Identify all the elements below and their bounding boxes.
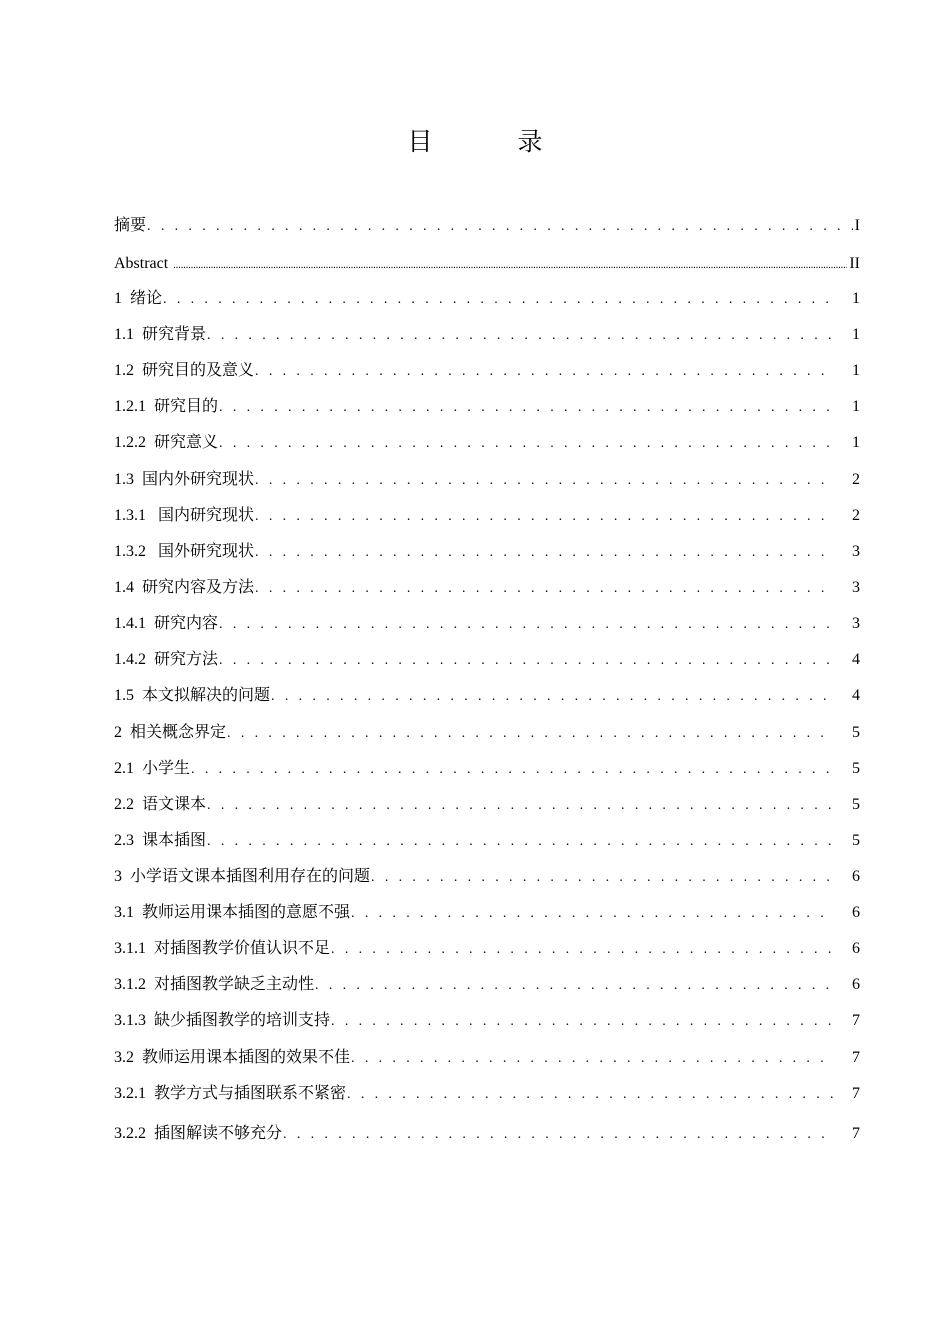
toc-leader-dots <box>219 396 834 420</box>
toc-entry[interactable] <box>114 359 860 383</box>
toc-leader-dots <box>371 866 834 890</box>
toc-entry-title <box>114 937 330 961</box>
toc-leader-dots <box>255 541 834 565</box>
toc-entry-title <box>114 323 206 347</box>
toc-entry-title <box>114 540 254 564</box>
toc-leader-dots <box>207 794 834 818</box>
toc-entry-number: 1.2.1 <box>114 398 146 415</box>
page-title: 目 录 <box>407 127 573 156</box>
toc-page-number: 7 <box>852 1125 860 1142</box>
toc-page-number: 1 <box>852 326 860 343</box>
toc-entry-title <box>114 1122 282 1146</box>
toc-entry-number: 2.2 <box>114 796 134 813</box>
toc-entry-label: 研究目的及意义 <box>142 362 255 379</box>
toc-entry-label: 本文拟解决的问题 <box>142 687 271 704</box>
toc-entry-title <box>114 612 218 636</box>
toc-entry-number: 1.4 <box>114 579 134 596</box>
toc-entry-label: 课本插图 <box>142 832 207 849</box>
toc-entry[interactable] <box>114 1046 860 1070</box>
toc-leader-dots <box>351 1047 834 1071</box>
toc-entry-title <box>114 648 218 672</box>
toc-leader-dots <box>331 1010 834 1034</box>
toc-entry-number: 1.2 <box>114 362 134 379</box>
toc-page-number: 2 <box>852 471 860 488</box>
toc-leader-dots <box>173 254 847 278</box>
toc-page-number: 4 <box>852 687 860 704</box>
toc-entry[interactable] <box>114 937 860 961</box>
toc-page-number: 5 <box>852 832 860 849</box>
toc-page-number: 1 <box>852 398 860 415</box>
toc-entry-title <box>114 865 370 889</box>
toc-leader-dots <box>219 613 834 637</box>
toc-page-number: 7 <box>852 1049 860 1066</box>
toc-page-number: 6 <box>852 940 860 957</box>
toc-entry[interactable] <box>114 757 860 781</box>
toc-leader-dots <box>219 649 834 673</box>
toc-page-number: I <box>854 217 860 234</box>
toc-entry-title <box>114 252 172 276</box>
toc-entry-title <box>114 1046 350 1070</box>
toc-entry-number: 1 <box>114 290 122 307</box>
toc-entry-title <box>114 287 162 311</box>
toc-entry-title <box>114 468 254 492</box>
toc-leader-dots <box>191 758 834 782</box>
toc-entry-label: 对插图教学缺乏主动性 <box>154 976 315 993</box>
toc-entry[interactable] <box>114 612 860 636</box>
toc-entry-label: 研究方法 <box>154 651 219 668</box>
toc-page-number: 6 <box>852 976 860 993</box>
toc-entry-number: 3.2 <box>114 1049 134 1066</box>
toc-page-number: II <box>849 255 860 272</box>
toc-leader-dots <box>147 215 853 239</box>
toc-leader-dots <box>315 974 834 998</box>
toc-entry-label: 对插图教学价值认识不足 <box>154 940 331 957</box>
toc-page-number: 5 <box>852 760 860 777</box>
toc-page-number: 5 <box>852 796 860 813</box>
toc-entry-label: 研究意义 <box>154 434 219 451</box>
toc-entry-title <box>114 721 226 745</box>
toc-entry-title <box>114 684 270 708</box>
toc-entry-number: 3.2.1 <box>114 1085 146 1102</box>
toc-entry-label: Abstract <box>114 255 173 272</box>
toc-entry[interactable] <box>114 829 860 853</box>
toc-entry-number: 1.4.2 <box>114 651 146 668</box>
toc-entry[interactable] <box>114 1122 860 1146</box>
toc-entry[interactable] <box>114 721 860 745</box>
toc-entry-title <box>114 829 206 853</box>
toc-page-number: 1 <box>852 290 860 307</box>
toc-leader-dots <box>207 830 834 854</box>
toc-entry[interactable] <box>114 431 860 455</box>
toc-entry[interactable] <box>114 323 860 347</box>
toc-page-number: 4 <box>852 651 860 668</box>
toc-entry-title <box>114 901 350 925</box>
toc-entry-title <box>114 214 146 238</box>
toc-entry-label: 插图解读不够充分 <box>154 1125 283 1142</box>
toc-entry-number: 3.2.2 <box>114 1125 146 1142</box>
toc-entry[interactable] <box>114 684 860 708</box>
toc-entry[interactable] <box>114 287 860 311</box>
toc-entry-number: 3.1.1 <box>114 940 146 957</box>
toc-leader-dots <box>255 505 834 529</box>
toc-page-number: 3 <box>852 543 860 560</box>
toc-entry-number: 2 <box>114 724 122 741</box>
toc-entry-label: 摘要 <box>114 217 147 234</box>
toc-entry[interactable] <box>114 395 860 419</box>
toc-entry-title <box>114 431 218 455</box>
toc-entry[interactable] <box>114 973 860 997</box>
toc-entry[interactable] <box>114 901 860 925</box>
toc-entry-title <box>114 973 314 997</box>
toc-entry-label: 研究内容 <box>154 615 219 632</box>
toc-page-number: 3 <box>852 615 860 632</box>
toc-entry-label: 小学语文课本插图利用存在的问题 <box>130 868 371 885</box>
toc-entry-number: 1.2.2 <box>114 434 146 451</box>
toc-entry-title <box>114 1082 346 1106</box>
toc-entry-label: 绪论 <box>130 290 163 307</box>
toc-entry[interactable] <box>114 793 860 817</box>
toc-entry[interactable] <box>114 252 860 276</box>
toc-entry-number: 1.4.1 <box>114 615 146 632</box>
toc-entry-number: 1.3.2 <box>114 543 146 560</box>
toc-entry-number: 1.5 <box>114 687 134 704</box>
toc-entry-title <box>114 359 254 383</box>
toc-entry[interactable] <box>114 648 860 672</box>
toc-entry[interactable] <box>114 576 860 600</box>
toc-leader-dots <box>255 360 834 384</box>
toc-entry-number: 3.1 <box>114 904 134 921</box>
toc-entry-title <box>114 793 206 817</box>
toc-leader-dots <box>227 722 834 746</box>
toc-entry[interactable] <box>114 865 860 889</box>
toc-page-number: 1 <box>852 362 860 379</box>
toc-entry-label: 国外研究现状 <box>154 543 255 560</box>
toc-entry-number: 1.1 <box>114 326 134 343</box>
toc-page-number: 3 <box>852 579 860 596</box>
toc-entry-label: 小学生 <box>142 760 191 777</box>
toc-entry-number: 2.3 <box>114 832 134 849</box>
toc-entry[interactable] <box>114 214 860 238</box>
toc-page-number: 6 <box>852 868 860 885</box>
toc-entry-number: 1.3.1 <box>114 507 146 524</box>
toc-leader-dots <box>283 1123 834 1147</box>
toc-page-number: 2 <box>852 507 860 524</box>
toc-leader-dots <box>219 432 834 456</box>
toc-page-number: 5 <box>852 724 860 741</box>
toc-entry[interactable] <box>114 540 860 564</box>
toc-entry-title <box>114 1009 330 1033</box>
toc-leader-dots <box>271 685 834 709</box>
toc-entry[interactable] <box>114 1082 860 1106</box>
toc-entry[interactable] <box>114 504 860 528</box>
toc-entry-label: 研究目的 <box>154 398 219 415</box>
toc-page-number: 6 <box>852 904 860 921</box>
toc-entry-number: 2.1 <box>114 760 134 777</box>
toc-page-number: 7 <box>852 1012 860 1029</box>
toc-entry-title <box>114 757 190 781</box>
toc-entry-number: 3.1.2 <box>114 976 146 993</box>
toc-entry[interactable] <box>114 468 860 492</box>
toc-entry-label: 教师运用课本插图的效果不佳 <box>142 1049 351 1066</box>
toc-entry-label: 国内研究现状 <box>154 507 255 524</box>
toc-leader-dots <box>331 938 834 962</box>
toc-entry-number: 3.1.3 <box>114 1012 146 1029</box>
toc-entry-label: 缺少插图教学的培训支持 <box>154 1012 331 1029</box>
toc-page-number: 7 <box>852 1085 860 1102</box>
toc-entry-title <box>114 576 254 600</box>
toc-entry[interactable] <box>114 1009 860 1033</box>
toc-leader-dots <box>347 1083 834 1107</box>
toc-entry-label: 语文课本 <box>142 796 207 813</box>
toc-entry-number: 3 <box>114 868 122 885</box>
toc-leader-dots <box>207 324 834 348</box>
toc-entry-label: 国内外研究现状 <box>142 471 255 488</box>
toc-entry-number: 1.3 <box>114 471 134 488</box>
toc-entry-label: 教学方式与插图联系不紧密 <box>154 1085 347 1102</box>
toc-entry-title <box>114 395 218 419</box>
toc-entry-label: 研究背景 <box>142 326 207 343</box>
toc-leader-dots <box>255 469 834 493</box>
toc-entry-label: 相关概念界定 <box>130 724 227 741</box>
toc-leader-dots <box>351 902 834 926</box>
toc-leader-dots <box>163 288 834 312</box>
toc-entry-title <box>114 504 254 528</box>
toc-entry-label: 研究内容及方法 <box>142 579 255 596</box>
toc-entry-label: 教师运用课本插图的意愿不强 <box>142 904 351 921</box>
toc-leader-dots <box>255 577 834 601</box>
toc-page-number: 1 <box>852 434 860 451</box>
